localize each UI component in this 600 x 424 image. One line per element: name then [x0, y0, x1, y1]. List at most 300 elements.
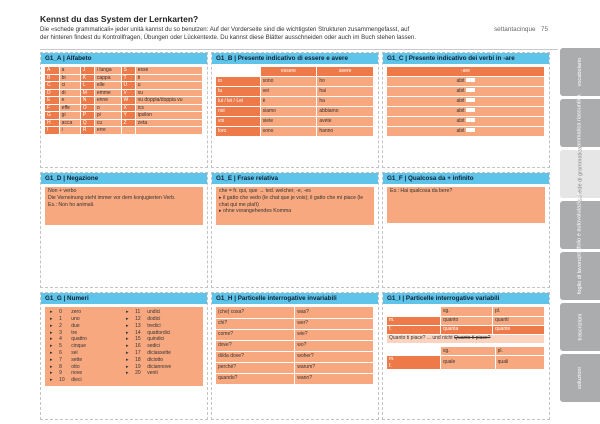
arrow-bullet-icon: ▸: [124, 309, 133, 316]
intro-text: [40, 26, 500, 42]
text-line: [219, 208, 371, 215]
verb-form-cell: siamo: [260, 106, 317, 116]
german-question-cell: wer?: [295, 318, 374, 329]
tab-label: schede di grammatica: [576, 146, 583, 202]
letter-name-cell: acca: [59, 119, 80, 127]
letter-cell: [121, 127, 135, 135]
header-divider: [40, 49, 558, 50]
number-word-cell: diciotto: [145, 357, 200, 364]
invariabili-table: [216, 307, 374, 385]
pronoun-cell: voi: [216, 116, 260, 126]
card-interrogative-variabili: [382, 292, 550, 420]
table-row: [387, 307, 545, 316]
number-cell: 13: [133, 323, 145, 330]
verb-form-cell: hanno: [317, 126, 374, 136]
quanto-cell: quanto: [441, 316, 493, 325]
rule-text: ohne vorangehendes Komma: [223, 208, 292, 215]
variabili-table-2: [387, 347, 545, 371]
letter-name-cell: erre: [94, 127, 121, 135]
stem-cell: [387, 126, 545, 136]
m-label: m.: [387, 316, 441, 325]
number-row: [48, 329, 200, 336]
table-row: [216, 126, 374, 136]
text-line: che = fr. qui, que → ted. welcher, -e, -es: [219, 188, 311, 194]
number-word-cell: quattordici: [145, 329, 200, 336]
number-row: [48, 350, 200, 357]
verb-form-cell: abbiamo: [317, 106, 374, 116]
number-row: [48, 336, 200, 343]
verb-form-cell: è: [260, 96, 317, 106]
tab-soluzioni[interactable]: [560, 354, 600, 402]
table-row: [387, 96, 545, 106]
alphabet-row: [45, 97, 203, 105]
number-word-cell: diciassette: [145, 350, 200, 357]
alphabet-row: [45, 119, 203, 127]
card-verbi-are: [382, 52, 550, 168]
number-cell: 19: [133, 363, 145, 370]
letter-cell: D: [45, 89, 59, 97]
section-tabs: [560, 48, 600, 405]
letter-cell: H: [45, 119, 59, 127]
tab-label: soluzioni: [576, 367, 583, 389]
stem-cell: [387, 96, 545, 106]
card-title: G1_B | Presente indicativo di essere e avere: [212, 53, 378, 64]
card-title: G1_A | Alfabeto: [41, 53, 207, 64]
arrow-bullet-icon: ▸: [124, 343, 133, 350]
number-cell: 9: [57, 370, 69, 377]
letter-name-cell: vu: [135, 89, 202, 97]
alphabet-row: [45, 104, 203, 112]
number-row: [48, 357, 200, 364]
number-cell: 0: [57, 309, 69, 316]
tab-portfolio[interactable]: [560, 192, 600, 258]
table-row: [216, 106, 374, 116]
number-row: [48, 309, 200, 316]
letter-name-cell: cu: [94, 119, 121, 127]
ending-blank: [466, 108, 475, 112]
sg-header: sg.: [441, 347, 496, 356]
letter-cell: Z: [121, 119, 135, 127]
empty-cell: [133, 377, 145, 384]
stem-cell: [387, 116, 545, 126]
italian-question-cell: quando?: [216, 373, 295, 384]
tab-label: vocabolario: [576, 57, 583, 87]
arrow-bullet-icon: ▸: [124, 316, 133, 323]
intro-line-1: Die «schede grammaticali» jeder unità kannst du so benutzen: Auf der Vorderseite sind die wichtigsten Strukturen zusammengefasst, auf: [40, 26, 410, 33]
tab-label: foglio di lavoro: [576, 257, 583, 295]
italian-question-cell: dove?: [216, 340, 295, 351]
number-cell: 3: [57, 329, 69, 336]
number-row: [48, 323, 200, 330]
verb-form-cell: sei: [260, 86, 317, 96]
letter-name-cell: emme: [94, 89, 121, 97]
stem-text: abit: [456, 87, 465, 94]
arrow-bullet-icon: ▸: [48, 377, 57, 384]
letter-cell: M: [80, 89, 94, 97]
letter-cell: E: [45, 97, 59, 105]
verb-form-cell: sono: [260, 126, 317, 136]
number-word-cell: uno: [69, 316, 124, 323]
number-cell: 6: [57, 350, 69, 357]
number-cell: 2: [57, 323, 69, 330]
empty-cell: [387, 307, 441, 316]
tab-grammatica[interactable]: [560, 94, 600, 152]
letter-name-cell: elle: [94, 82, 121, 90]
letter-name-cell: o: [94, 104, 121, 112]
verb-form-cell: ha: [317, 96, 374, 106]
qualcosa-text: [387, 187, 545, 223]
sg-header: sg.: [441, 307, 493, 316]
ending-blank: [466, 118, 475, 122]
number-cell: 20: [133, 370, 145, 377]
letter-cell: U: [121, 82, 135, 90]
alphabet-row: [45, 82, 203, 90]
alphabet-row: [45, 127, 203, 135]
table-row: [387, 126, 545, 136]
alphabet-row: [45, 74, 203, 82]
page-number: [494, 26, 548, 33]
alphabet-row: [45, 112, 203, 120]
number-word-cell: zero: [69, 309, 124, 316]
alphabet-row: [45, 67, 203, 74]
intro-line-2: der hinteren findest du Kontrollfragen, Übungen oder Lückentexte. Du kannst diese Blätter ausschneiden oder auch im Buch stehen lassen.: [40, 34, 417, 42]
page-word: settantacinque: [493, 26, 536, 33]
number-word-cell: venti: [145, 370, 200, 377]
number-row: [48, 377, 200, 384]
number-word-cell: sedici: [145, 343, 200, 350]
empty-cell: [387, 347, 441, 356]
letter-cell: N: [80, 97, 94, 105]
letter-cell: Q: [80, 119, 94, 127]
number-cell: 5: [57, 343, 69, 350]
letter-name-cell: ci: [59, 82, 80, 90]
text-line: Es.: Non ho animali.: [48, 201, 95, 208]
pl-header: pl.: [495, 347, 544, 356]
letter-name-cell: ics: [135, 104, 202, 112]
letter-cell: P: [80, 112, 94, 120]
number-cell: 8: [57, 363, 69, 370]
letter-cell: Y: [121, 112, 135, 120]
letter-name-cell: pi: [94, 112, 121, 120]
number-word-cell: quattro: [69, 336, 124, 343]
quante-cell: quante: [493, 325, 545, 334]
number-cell: 14: [133, 329, 145, 336]
letter-name-cell: i: [59, 127, 80, 135]
arrow-bullet-icon: ▸: [48, 343, 57, 350]
letter-name-cell: esse: [135, 67, 202, 74]
stem-cell: [387, 106, 545, 116]
col-header-are: -are: [387, 67, 545, 76]
number-word-cell: cinque: [69, 343, 124, 350]
table-row: [216, 340, 374, 351]
letter-cell: V: [121, 89, 135, 97]
verb-form-cell: siete: [260, 116, 317, 126]
card-interrogative-invariabili: [211, 292, 379, 420]
ending-blank: [466, 98, 475, 102]
conjugation-table-wrap: [216, 67, 374, 137]
quanti-cell: quanti: [493, 316, 545, 325]
letter-cell: J: [80, 67, 94, 74]
table-row: [216, 351, 374, 362]
card-numeri: [40, 292, 208, 420]
page-header: [40, 14, 560, 42]
table-row: [216, 76, 374, 86]
letter-name-cell: effe: [59, 104, 80, 112]
number-cell: 15: [133, 336, 145, 343]
table-row: [387, 86, 545, 96]
number-cell: 12: [133, 316, 145, 323]
text-line: Non + verbo: [48, 188, 77, 194]
tab-schede[interactable]: [560, 146, 600, 202]
table-row: [387, 76, 545, 86]
text-line: Die Verneinung steht immer vor dem konjugierten Verb.: [48, 194, 176, 201]
pl-header: pl.: [493, 307, 545, 316]
numbers-box: [45, 307, 203, 386]
number-row: [48, 370, 200, 377]
german-question-cell: wo?: [295, 340, 374, 351]
tab-trascrizioni[interactable]: [560, 303, 600, 351]
table-row: [387, 356, 545, 370]
numbers-table: [48, 309, 200, 384]
table-row: [216, 86, 374, 96]
stem-cell: [387, 76, 545, 86]
letter-name-cell: zeta: [135, 119, 202, 127]
arrow-bullet-icon: ▸: [48, 350, 57, 357]
card-title: G1_D | Negazione: [41, 173, 207, 184]
ending-blank: [466, 78, 475, 82]
card-title: G1_G | Numeri: [41, 293, 207, 304]
number-word-cell: otto: [69, 363, 124, 370]
german-question-cell: wie?: [295, 329, 374, 340]
number-cell: 7: [57, 357, 69, 364]
stem-text: abit: [456, 107, 465, 114]
table-header-row: [216, 67, 374, 76]
letter-name-cell: [135, 127, 202, 135]
alphabet-table-wrap: [45, 67, 203, 135]
alphabet-table: [45, 67, 203, 135]
table-row: [216, 116, 374, 126]
letter-name-cell: di: [59, 89, 80, 97]
letter-cell: T: [121, 74, 135, 82]
col-header-essere: essere: [260, 67, 317, 76]
card-frase-relativa: [211, 172, 379, 288]
tab-vocabolario[interactable]: [560, 48, 600, 96]
table-row: [387, 347, 545, 356]
italian-question-cell: come?: [216, 329, 295, 340]
letter-cell: G: [45, 112, 59, 120]
arrow-bullet-icon: ▸: [48, 323, 57, 330]
f-label: f.: [387, 325, 441, 334]
are-table-wrap: [387, 67, 545, 137]
relativa-text: [216, 187, 374, 225]
letter-name-cell: cappa: [94, 74, 121, 82]
ending-blank: [466, 128, 475, 132]
italian-question-cell: di/da dove?: [216, 351, 295, 362]
table-header-row: [387, 67, 545, 76]
tab-foglio[interactable]: [560, 252, 600, 300]
note-text: Quanto ti piace? ... und nicht: [389, 335, 453, 342]
pronoun-cell: io: [216, 76, 260, 86]
arrow-bullet-icon: ▸: [124, 370, 133, 377]
tab-label: trascrizioni: [576, 313, 583, 341]
number-cell: 10: [57, 377, 69, 384]
number-word-cell: tre: [69, 329, 124, 336]
table-row: [216, 373, 374, 384]
letter-name-cell: ipsilon: [135, 112, 202, 120]
stem-cell: [387, 86, 545, 96]
arrow-bullet-icon: ▸: [219, 208, 224, 215]
mf-label: [387, 356, 441, 370]
f-label: f.: [389, 362, 392, 369]
table-row: [387, 325, 545, 334]
letter-name-cell: i lunga: [94, 67, 121, 74]
negazione-text: [45, 187, 203, 225]
number-word-cell: nove: [69, 370, 124, 377]
number-word-cell: due: [69, 323, 124, 330]
number-cell: 18: [133, 357, 145, 364]
verb-form-cell: sono: [260, 76, 317, 86]
arrow-bullet-icon: ▸: [48, 316, 57, 323]
letter-cell: X: [121, 104, 135, 112]
letter-cell: A: [45, 67, 59, 74]
letter-cell: B: [45, 74, 59, 82]
table-row: [387, 316, 545, 325]
german-question-cell: was?: [295, 307, 374, 318]
tab-label: grammatica riassuntiva: [576, 94, 583, 152]
verb-form-cell: ho: [317, 76, 374, 86]
arrow-bullet-icon: ▸: [48, 329, 57, 336]
number-word-cell: tredici: [145, 323, 200, 330]
variabili-table-wrap: [387, 307, 545, 370]
letter-cell: F: [45, 104, 59, 112]
verb-form-cell: hai: [317, 86, 374, 96]
verb-form-cell: avete: [317, 116, 374, 126]
table-row: [216, 362, 374, 373]
table-row: [387, 106, 545, 116]
italian-question-cell: (che) cosa?: [216, 307, 295, 318]
m-label: m.: [389, 356, 395, 362]
pronoun-cell: tu: [216, 86, 260, 96]
struck-text: Quanto ti piace?: [454, 335, 491, 342]
italian-question-cell: chi?: [216, 318, 295, 329]
table-row: [387, 116, 545, 126]
letter-cell: O: [80, 104, 94, 112]
letter-cell: R: [80, 127, 94, 135]
number-row: [48, 363, 200, 370]
arrow-bullet-icon: ▸: [124, 323, 133, 330]
arrow-bullet-icon: ▸: [48, 370, 57, 377]
table-row: [216, 96, 374, 106]
number-word-cell: dodici: [145, 316, 200, 323]
tab-label: portfolio e autovalutazione: [576, 192, 583, 258]
table-row: [216, 307, 374, 318]
number-word-cell: undici: [145, 309, 200, 316]
pronoun-cell: lui / lei / Lei: [216, 96, 260, 106]
stem-text: abit: [456, 127, 465, 134]
example-text: il gatto che vedo (le chat que je vois); il gatto che mi piace (le chat qui me plaît): [219, 194, 364, 208]
table-row: [216, 318, 374, 329]
letter-cell: L: [80, 82, 94, 90]
pronoun-cell: loro: [216, 126, 260, 136]
pronoun-cell: noi: [216, 106, 260, 116]
number-word-cell: diciannove: [145, 363, 200, 370]
page-num: 75: [540, 26, 548, 33]
letter-cell: K: [80, 74, 94, 82]
letter-cell: W: [121, 97, 135, 105]
text-line: [219, 195, 371, 209]
number-cell: 1: [57, 316, 69, 323]
arrow-bullet-icon: ▸: [124, 363, 133, 370]
empty-cell: [145, 377, 200, 384]
number-word-cell: quindici: [145, 336, 200, 343]
italian-question-cell: perché?: [216, 362, 295, 373]
stem-text: abit: [456, 117, 465, 124]
letter-name-cell: bi: [59, 74, 80, 82]
number-word-cell: sei: [69, 350, 124, 357]
number-word-cell: dieci: [69, 377, 124, 384]
card-title: G1_H | Particelle interrogative invariabili: [212, 293, 378, 304]
letter-name-cell: ti: [135, 74, 202, 82]
card-title: G1_I | Particelle interrogative variabili: [383, 293, 549, 304]
col-header-avere: avere: [317, 67, 374, 76]
arrow-bullet-icon: ▸: [48, 336, 57, 343]
german-question-cell: wann?: [295, 373, 374, 384]
number-cell: 16: [133, 343, 145, 350]
card-title: G1_C | Presente indicativo dei verbi in -are: [383, 53, 549, 64]
card-negazione: [40, 172, 208, 288]
arrow-bullet-icon: ▸: [124, 357, 133, 364]
letter-name-cell: e: [59, 97, 80, 105]
letter-name-cell: u: [135, 82, 202, 90]
card-title: G1_E | Frase relativa: [212, 173, 378, 184]
number-row: [48, 316, 200, 323]
arrow-bullet-icon: ▸: [48, 363, 57, 370]
german-question-cell: warum?: [295, 362, 374, 373]
table-row: [387, 334, 545, 343]
letter-name-cell: vu doppia/doppia vu: [135, 97, 202, 105]
text-line: Es.: Hai qualcosa da bere?: [390, 188, 453, 194]
number-cell: 11: [133, 309, 145, 316]
quale-cell: quale: [441, 356, 496, 370]
stem-text: abit: [456, 77, 465, 84]
are-table: [387, 67, 545, 137]
conjugation-table: [216, 67, 374, 137]
alphabet-row: [45, 89, 203, 97]
page-title: Kennst du das System der Lernkarten?: [40, 14, 199, 24]
letter-name-cell: enne: [94, 97, 121, 105]
arrow-bullet-icon: ▸: [48, 357, 57, 364]
card-title: G1_F | Qualcosa da + infinito: [383, 173, 549, 184]
letter-name-cell: a: [59, 67, 80, 74]
empty-cell: [124, 377, 133, 384]
number-cell: 17: [133, 350, 145, 357]
german-question-cell: woher?: [295, 351, 374, 362]
letter-cell: C: [45, 82, 59, 90]
letter-name-cell: gi: [59, 112, 80, 120]
card-essere-avere: [211, 52, 379, 168]
invariabili-table-wrap: [216, 307, 374, 385]
letter-cell: S: [121, 67, 135, 74]
arrow-bullet-icon: ▸: [124, 336, 133, 343]
number-word-cell: sette: [69, 357, 124, 364]
stem-text: abit: [456, 97, 465, 104]
arrow-bullet-icon: ▸: [124, 350, 133, 357]
card-alfabeto: [40, 52, 208, 168]
quanta-cell: quanta: [441, 325, 493, 334]
arrow-bullet-icon: ▸: [48, 309, 57, 316]
variabili-table-1: [387, 307, 545, 344]
quali-cell: quali: [495, 356, 544, 370]
